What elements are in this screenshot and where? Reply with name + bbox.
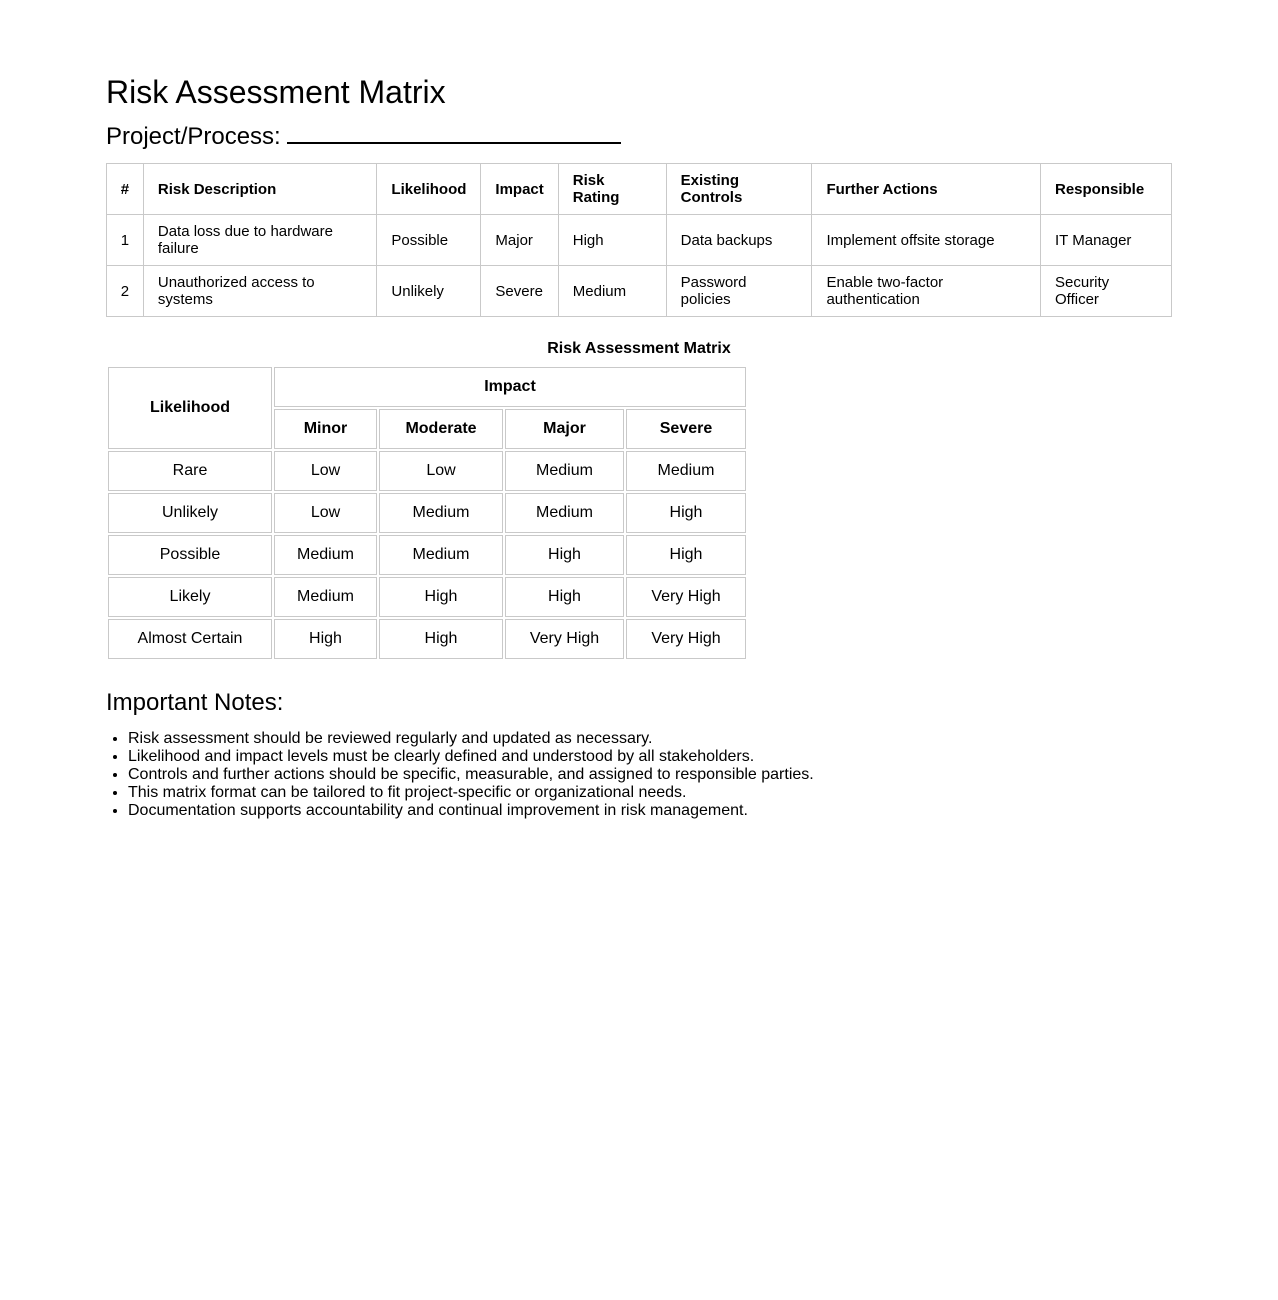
matrix-row bbox=[108, 619, 746, 659]
matrix-row bbox=[108, 451, 746, 491]
matrix-header-row bbox=[108, 367, 746, 407]
register-header-row bbox=[107, 164, 1172, 215]
cell-number: 1 bbox=[107, 215, 144, 266]
project-label: Project/Process: bbox=[106, 123, 281, 150]
matrix-cell: Medium bbox=[505, 493, 624, 533]
matrix-cell: Low bbox=[274, 451, 377, 491]
header-risk-description: Risk Description bbox=[143, 164, 377, 215]
header-risk-rating: Risk Rating bbox=[558, 164, 666, 215]
notes-heading: Important Notes: bbox=[106, 689, 284, 716]
header-impact: Impact bbox=[481, 164, 558, 215]
matrix-cell: Medium bbox=[274, 577, 377, 617]
impact-level-major: Major bbox=[505, 409, 624, 449]
header-number: # bbox=[107, 164, 144, 215]
header-responsible: Responsible bbox=[1041, 164, 1172, 215]
table-row bbox=[107, 266, 1172, 317]
cell-existing-controls: Password policies bbox=[666, 266, 812, 317]
matrix-cell: Medium bbox=[626, 451, 746, 491]
matrix-impact-header: Impact bbox=[274, 367, 746, 407]
impact-level-severe: Severe bbox=[626, 409, 746, 449]
matrix-cell: Low bbox=[379, 451, 503, 491]
page-title: Risk Assessment Matrix bbox=[106, 74, 446, 110]
header-existing-controls: Existing Controls bbox=[666, 164, 812, 215]
notes-list bbox=[106, 730, 814, 820]
matrix-row bbox=[108, 535, 746, 575]
matrix-cell: Very High bbox=[505, 619, 624, 659]
matrix-cell: Medium bbox=[274, 535, 377, 575]
cell-risk-description: Unauthorized access to systems bbox=[143, 266, 377, 317]
cell-existing-controls: Data backups bbox=[666, 215, 812, 266]
matrix-cell: High bbox=[505, 577, 624, 617]
matrix-likelihood-header: Likelihood bbox=[108, 367, 272, 449]
matrix-cell: Medium bbox=[379, 535, 503, 575]
project-blank-line bbox=[287, 120, 621, 144]
matrix-likelihood-label: Likely bbox=[108, 577, 272, 617]
matrix-likelihood-label: Almost Certain bbox=[108, 619, 272, 659]
impact-level-moderate: Moderate bbox=[379, 409, 503, 449]
matrix-cell: Medium bbox=[379, 493, 503, 533]
matrix-cell: High bbox=[379, 577, 503, 617]
matrix-cell: Very High bbox=[626, 577, 746, 617]
cell-impact: Major bbox=[481, 215, 558, 266]
cell-further-actions: Implement offsite storage bbox=[812, 215, 1041, 266]
list-item: • Risk assessment should be reviewed regularly and updated as necessary. bbox=[128, 730, 814, 748]
impact-level-minor: Minor bbox=[274, 409, 377, 449]
matrix-likelihood-label: Possible bbox=[108, 535, 272, 575]
matrix-row bbox=[108, 577, 746, 617]
matrix-cell: Very High bbox=[626, 619, 746, 659]
cell-likelihood: Possible bbox=[377, 215, 481, 266]
matrix-caption: Risk Assessment Matrix bbox=[547, 340, 731, 357]
matrix-cell: Medium bbox=[505, 451, 624, 491]
matrix-cell: High bbox=[379, 619, 503, 659]
cell-responsible: IT Manager bbox=[1041, 215, 1172, 266]
cell-further-actions: Enable two-factor authentication bbox=[812, 266, 1041, 317]
matrix-cell: High bbox=[626, 493, 746, 533]
project-field bbox=[106, 120, 621, 154]
cell-responsible: Security Officer bbox=[1041, 266, 1172, 317]
matrix-cell: High bbox=[626, 535, 746, 575]
cell-risk-description: Data loss due to hardware failure bbox=[143, 215, 377, 266]
cell-risk-rating: Medium bbox=[558, 266, 666, 317]
matrix-cell: High bbox=[274, 619, 377, 659]
matrix-likelihood-label: Unlikely bbox=[108, 493, 272, 533]
matrix-cell: Low bbox=[274, 493, 377, 533]
list-item: • This matrix format can be tailored to fit project-specific or organizational needs. bbox=[128, 784, 814, 802]
list-item: • Controls and further actions should be specific, measurable, and assigned to responsible parties. bbox=[128, 766, 814, 784]
header-further-actions: Further Actions bbox=[812, 164, 1041, 215]
list-item: • Likelihood and impact levels must be clearly defined and understood by all stakeholders. bbox=[128, 748, 814, 766]
matrix-likelihood-label: Rare bbox=[108, 451, 272, 491]
cell-likelihood: Unlikely bbox=[377, 266, 481, 317]
risk-register-table bbox=[106, 163, 1172, 317]
cell-risk-rating: High bbox=[558, 215, 666, 266]
header-likelihood: Likelihood bbox=[377, 164, 481, 215]
cell-number: 2 bbox=[107, 266, 144, 317]
risk-matrix-table bbox=[106, 365, 748, 661]
matrix-cell: High bbox=[505, 535, 624, 575]
cell-impact: Severe bbox=[481, 266, 558, 317]
list-item: • Documentation supports accountability and continual improvement in risk management. bbox=[128, 802, 814, 820]
matrix-row bbox=[108, 493, 746, 533]
table-row bbox=[107, 215, 1172, 266]
